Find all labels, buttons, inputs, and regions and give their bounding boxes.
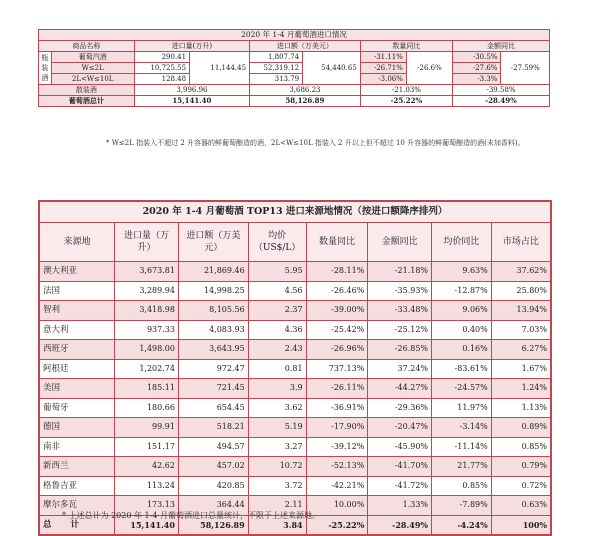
row-name: 葡萄汽酒 bbox=[51, 52, 134, 63]
cell-volume: 3,673.81 bbox=[115, 262, 179, 282]
header-avg-price: 均价（US$/L） bbox=[248, 223, 306, 262]
cell-volume-yoy: -39.12% bbox=[306, 437, 368, 457]
header-value: 进口额（万美元） bbox=[178, 223, 248, 262]
row-vol-yoy: -3.06% bbox=[360, 74, 406, 85]
cell-value: 4,083.93 bbox=[178, 320, 248, 340]
bulk-name: 散装酒 bbox=[39, 85, 135, 96]
row-value: 1,807.74 bbox=[250, 52, 303, 63]
cell-avg-price: 0.81 bbox=[248, 359, 306, 379]
cell-value: 721.45 bbox=[178, 379, 248, 399]
total-vol-yoy: -25.22% bbox=[360, 96, 452, 107]
cell-value: 457.02 bbox=[178, 457, 248, 477]
cell-market-share: 37.62% bbox=[491, 262, 551, 282]
cell-volume-yoy: -52.13% bbox=[306, 457, 368, 477]
total-volume: 15,141.40 bbox=[115, 515, 179, 535]
cell-source: 德国 bbox=[39, 418, 115, 438]
table-row bbox=[39, 476, 551, 496]
cell-volume-yoy: 737.13% bbox=[306, 359, 368, 379]
cell-value: 21,869.46 bbox=[178, 262, 248, 282]
cell-value-yoy: -45.90% bbox=[368, 437, 432, 457]
header-value-yoy: 金额同比 bbox=[453, 41, 550, 52]
cell-value: 364.44 bbox=[178, 496, 248, 516]
cell-value: 518.21 bbox=[178, 418, 248, 438]
cell-value: 654.45 bbox=[178, 398, 248, 418]
cell-volume: 180.66 bbox=[115, 398, 179, 418]
table-row bbox=[39, 262, 551, 282]
cell-volume: 1,202.74 bbox=[115, 359, 179, 379]
cell-value: 972.47 bbox=[178, 359, 248, 379]
cell-volume: 42.62 bbox=[115, 457, 179, 477]
cell-market-share: 0.79% bbox=[491, 457, 551, 477]
cell-avg-price: 2.37 bbox=[248, 301, 306, 321]
header-price-yoy: 均价同比 bbox=[432, 223, 492, 262]
row-vol-yoy: -31.11% bbox=[360, 52, 406, 63]
cell-avg-price: 5.95 bbox=[248, 262, 306, 282]
import-summary-table bbox=[38, 29, 550, 107]
table1-footnote: * W≤2L 指装入不超过 2 升容器的鲜葡萄酿造的酒，2L<W≤10L 指装入 2 升以上但不超过 10 升容器的鲜葡萄酿造的酒(未加香料)。 bbox=[106, 139, 525, 147]
cell-price-yoy: 21.77% bbox=[432, 457, 492, 477]
cell-source: 智利 bbox=[39, 301, 115, 321]
row-val-yoy: -27.6% bbox=[453, 63, 501, 74]
cell-value-yoy: -33.48% bbox=[368, 301, 432, 321]
cell-avg-price: 4.36 bbox=[248, 320, 306, 340]
cell-avg-price: 3.27 bbox=[248, 437, 306, 457]
cell-market-share: 7.03% bbox=[491, 320, 551, 340]
cell-value-yoy: -25.12% bbox=[368, 320, 432, 340]
cell-source: 葡萄牙 bbox=[39, 398, 115, 418]
cell-volume-yoy: -26.11% bbox=[306, 379, 368, 399]
cell-volume-yoy: 10.00% bbox=[306, 496, 368, 516]
bulk-volume: 3,996.96 bbox=[134, 85, 249, 96]
table-row bbox=[39, 320, 551, 340]
cell-price-yoy: -24.57% bbox=[432, 379, 492, 399]
cell-volume-yoy: -36.91% bbox=[306, 398, 368, 418]
bulk-value: 3,686.23 bbox=[250, 85, 361, 96]
cell-value-yoy: -26.85% bbox=[368, 340, 432, 360]
cell-avg-price: 2.43 bbox=[248, 340, 306, 360]
header-market-share: 市场占比 bbox=[491, 223, 551, 262]
header-value-yoy: 金额同比 bbox=[368, 223, 432, 262]
cell-market-share: 0.85% bbox=[491, 437, 551, 457]
cell-volume: 99.91 bbox=[115, 418, 179, 438]
row-volume: 290.41 bbox=[134, 52, 189, 63]
total-val-yoy: -28.49% bbox=[453, 96, 550, 107]
cell-value-yoy: -44.27% bbox=[368, 379, 432, 399]
cell-market-share: 6.27% bbox=[491, 340, 551, 360]
cell-market-share: 0.89% bbox=[491, 418, 551, 438]
cell-volume-yoy: -25.42% bbox=[306, 320, 368, 340]
row-value: 52,319.12 bbox=[250, 63, 303, 74]
cell-value: 420.85 bbox=[178, 476, 248, 496]
cell-price-yoy: 9.06% bbox=[432, 301, 492, 321]
cell-volume: 3,289.94 bbox=[115, 281, 179, 301]
cell-market-share: 13.94% bbox=[491, 301, 551, 321]
cell-volume: 113.24 bbox=[115, 476, 179, 496]
row-name: W≤2L bbox=[51, 63, 134, 74]
top13-sources-table bbox=[38, 200, 552, 536]
total-value: 58,126.89 bbox=[178, 515, 248, 535]
table2-footnote: * 上述总计为 2020 年 1-4 月葡萄酒进口总量统计，不限于上述来源地。 bbox=[62, 511, 320, 520]
bottled-sum-volume: 11,144.45 bbox=[190, 52, 250, 85]
cell-source: 新西兰 bbox=[39, 457, 115, 477]
cell-source: 格鲁吉亚 bbox=[39, 476, 115, 496]
cell-market-share: 1.67% bbox=[491, 359, 551, 379]
cell-avg-price: 10.72 bbox=[248, 457, 306, 477]
cell-value: 494.57 bbox=[178, 437, 248, 457]
cell-source: 澳大利亚 bbox=[39, 262, 115, 282]
cell-volume-yoy: -28.11% bbox=[306, 262, 368, 282]
cell-avg-price: 3.62 bbox=[248, 398, 306, 418]
cell-value-yoy: -41.72% bbox=[368, 476, 432, 496]
cell-market-share: 0.72% bbox=[491, 476, 551, 496]
cell-market-share: 1.24% bbox=[491, 379, 551, 399]
table-row bbox=[39, 398, 551, 418]
row-val-yoy: -30.5% bbox=[453, 52, 501, 63]
row-volume: 128.48 bbox=[134, 74, 189, 85]
row-value: 313.79 bbox=[250, 74, 303, 85]
table-row bbox=[39, 437, 551, 457]
cell-volume-yoy: -39.00% bbox=[306, 301, 368, 321]
cell-value-yoy: -21.18% bbox=[368, 262, 432, 282]
bulk-vol-yoy: -21.03% bbox=[360, 85, 452, 96]
cell-avg-price: 3.9 bbox=[248, 379, 306, 399]
cell-market-share: 25.80% bbox=[491, 281, 551, 301]
cell-value: 3,643.95 bbox=[178, 340, 248, 360]
row-name: 2L<W≤10L bbox=[51, 74, 134, 85]
cell-market-share: 1.13% bbox=[491, 398, 551, 418]
total-market-share: 100% bbox=[491, 515, 551, 535]
cell-avg-price: 5.19 bbox=[248, 418, 306, 438]
cell-source: 美国 bbox=[39, 379, 115, 399]
cell-source: 法国 bbox=[39, 281, 115, 301]
cell-price-yoy: -12.87% bbox=[432, 281, 492, 301]
table-row bbox=[39, 418, 551, 438]
bottled-sum-val-yoy: -27.59% bbox=[501, 52, 550, 85]
cell-volume: 3,418.98 bbox=[115, 301, 179, 321]
cell-value: 8,105.56 bbox=[178, 301, 248, 321]
cell-price-yoy: -3.14% bbox=[432, 418, 492, 438]
cell-volume: 185.11 bbox=[115, 379, 179, 399]
row-vol-yoy: -26.71% bbox=[360, 63, 406, 74]
cell-source: 阿根廷 bbox=[39, 359, 115, 379]
header-product-name: 商品名称 bbox=[39, 41, 135, 52]
cell-price-yoy: 0.16% bbox=[432, 340, 492, 360]
cell-volume-yoy: -17.90% bbox=[306, 418, 368, 438]
cell-price-yoy: -7.89% bbox=[432, 496, 492, 516]
table2-title: 2020 年 1-4 月葡萄酒 TOP13 进口来源地情况（按进口额降序排列） bbox=[39, 201, 551, 223]
table-row bbox=[39, 359, 551, 379]
bottled-sum-vol-yoy: -26.6% bbox=[406, 52, 452, 85]
cell-value-yoy: 37.24% bbox=[368, 359, 432, 379]
table-row bbox=[39, 340, 551, 360]
cell-price-yoy: 9.63% bbox=[432, 262, 492, 282]
header-volume: 进口量(万升) bbox=[134, 41, 249, 52]
cell-source: 西班牙 bbox=[39, 340, 115, 360]
cell-volume: 173.13 bbox=[115, 496, 179, 516]
bulk-val-yoy: -39.58% bbox=[453, 85, 550, 96]
cell-avg-price: 3.72 bbox=[248, 476, 306, 496]
cell-price-yoy: 0.85% bbox=[432, 476, 492, 496]
table-row bbox=[39, 457, 551, 477]
cell-avg-price: 4.56 bbox=[248, 281, 306, 301]
cell-avg-price: 2.11 bbox=[248, 496, 306, 516]
bottled-sum-value: 54,440.65 bbox=[303, 52, 361, 85]
cell-value-yoy: -35.93% bbox=[368, 281, 432, 301]
cell-volume: 937.33 bbox=[115, 320, 179, 340]
total-price-yoy: -4.24% bbox=[432, 515, 492, 535]
cell-price-yoy: -11.14% bbox=[432, 437, 492, 457]
cell-volume-yoy: -26.46% bbox=[306, 281, 368, 301]
cell-value-yoy: -41.70% bbox=[368, 457, 432, 477]
cell-price-yoy: 11.97% bbox=[432, 398, 492, 418]
cell-price-yoy: -83.61% bbox=[432, 359, 492, 379]
cell-value-yoy: -20.47% bbox=[368, 418, 432, 438]
total-label: 总 计 bbox=[39, 515, 115, 535]
cell-source: 意大利 bbox=[39, 320, 115, 340]
cell-volume: 1,498.00 bbox=[115, 340, 179, 360]
cell-volume-yoy: -26.96% bbox=[306, 340, 368, 360]
row-val-yoy: -3.3% bbox=[453, 74, 501, 85]
table1-title: 2020 年 1-4 月葡萄酒进口情况 bbox=[39, 30, 550, 41]
header-source: 来源地 bbox=[39, 223, 115, 262]
cell-value: 14,998.25 bbox=[178, 281, 248, 301]
cell-value-yoy: -29.36% bbox=[368, 398, 432, 418]
cell-source: 南非 bbox=[39, 437, 115, 457]
category-bottled: 瓶装酒 bbox=[39, 52, 52, 85]
table2-header-row bbox=[39, 223, 551, 262]
total-value: 58,126.89 bbox=[250, 96, 361, 107]
table-row bbox=[39, 301, 551, 321]
header-volume-yoy: 数量同比 bbox=[306, 223, 368, 262]
cell-value-yoy: 1.33% bbox=[368, 496, 432, 516]
header-volume-yoy: 数量同比 bbox=[360, 41, 452, 52]
total-volume: 15,141.40 bbox=[134, 96, 249, 107]
cell-source: 摩尔多瓦 bbox=[39, 496, 115, 516]
cell-price-yoy: 0.40% bbox=[432, 320, 492, 340]
table-row bbox=[39, 379, 551, 399]
header-volume: 进口量（万升） bbox=[115, 223, 179, 262]
table-row bbox=[39, 281, 551, 301]
total-name: 葡萄酒总计 bbox=[39, 96, 135, 107]
cell-market-share: 0.63% bbox=[491, 496, 551, 516]
row-volume: 10,725.55 bbox=[134, 63, 189, 74]
cell-volume: 151.17 bbox=[115, 437, 179, 457]
header-value: 进口额（万美元） bbox=[250, 41, 361, 52]
total-value-yoy: -28.49% bbox=[368, 515, 432, 535]
cell-volume-yoy: -42.21% bbox=[306, 476, 368, 496]
total-volume-yoy: -25.22% bbox=[306, 515, 368, 535]
total-avg-price: 3.84 bbox=[248, 515, 306, 535]
